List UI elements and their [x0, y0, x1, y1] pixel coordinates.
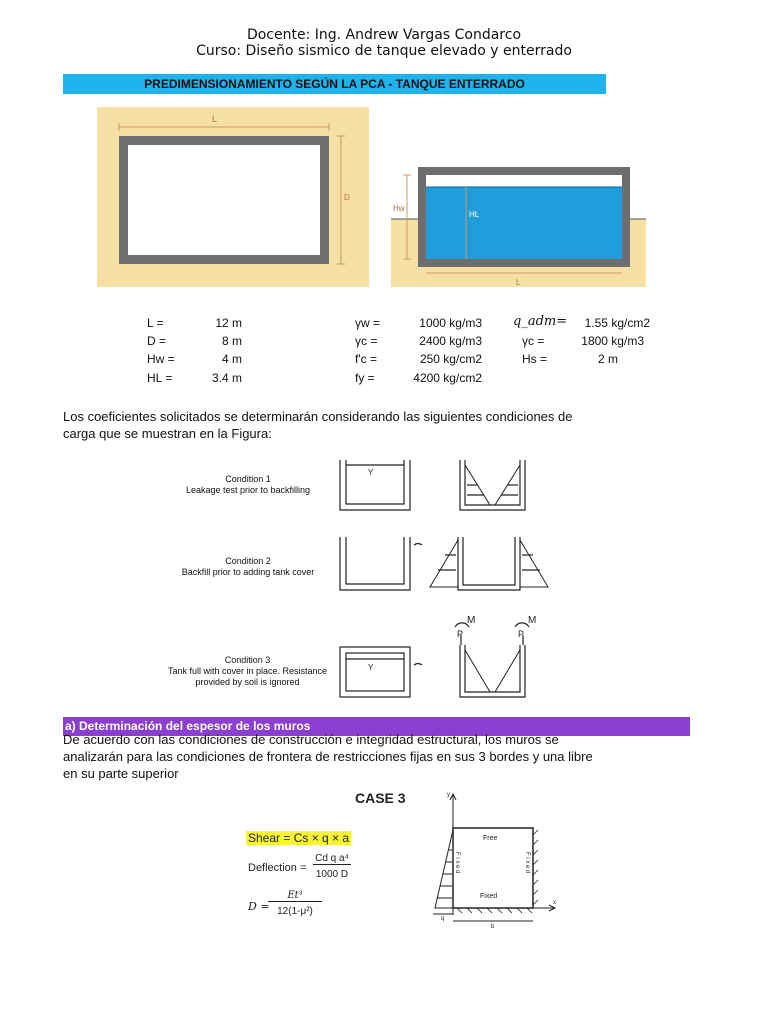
plan-label-d: D [344, 193, 350, 202]
cond3-gamma-label: Y [368, 663, 374, 672]
param-value: 4200 kg/cm2 [413, 371, 482, 385]
condition-3-caption [165, 655, 330, 688]
section-label-hw: Hw [393, 204, 405, 213]
y-axis-label: y [447, 792, 450, 798]
tank-interior [128, 145, 320, 255]
d-numerator: Et³ [268, 890, 322, 902]
tank-section-figure [391, 107, 646, 287]
param-label: L = [147, 316, 164, 330]
cond3-moment-label-right: M [528, 615, 537, 626]
free-edge-label: Free [483, 835, 498, 842]
param-label: γw = [355, 316, 381, 330]
param-value: 12 m [215, 316, 242, 330]
condition-desc: Backfill prior to adding tank cover [181, 567, 315, 577]
condition-title: Condition 2 [225, 556, 271, 566]
deflection-label: Deflection = [248, 862, 307, 874]
intro-paragraph: Los coeficientes solicitados se determinarán considerando las siguientes condiciones de carga que se muestran en la Figura: [63, 409, 573, 441]
param-label: fy = [355, 371, 375, 385]
cond1-tank-inner [346, 460, 404, 504]
cond1-tank-outer [340, 460, 410, 510]
param-value: 3.4 m [211, 371, 242, 385]
tank-cover [418, 167, 630, 175]
tank-plan-figure [97, 107, 369, 287]
param-value: 8 m [221, 334, 242, 348]
section-label-hl: HL [469, 210, 480, 219]
cond3-load-label-right: P [518, 629, 525, 639]
param-value: 2400 kg/m3 [419, 334, 482, 348]
param-value: 250 kg/cm2 [419, 352, 482, 366]
condition-1-caption [168, 474, 328, 496]
condition-title: Condition 3 [224, 655, 271, 665]
param-label-qadm: q_adm= [513, 314, 568, 329]
condition-desc: Tank full with cover in place. Resistance provided by soil is ignored [167, 666, 328, 687]
b-dimension-label: b [491, 924, 495, 930]
x-axis-label: x [553, 900, 556, 906]
param-label: γc = [355, 334, 378, 348]
plate-boundary-diagram [425, 790, 560, 930]
param-label: Hw = [147, 352, 175, 366]
param-label: γc = [522, 334, 545, 348]
d-denominator: 12(1-μ²) [277, 906, 313, 917]
param-value: 4 m [221, 352, 242, 366]
param-value: 1000 kg/m3 [419, 316, 482, 330]
document-header-teacher: Docente: Ing. Andrew Vargas Condarco [246, 27, 522, 43]
param-value: 1.55 kg/cm2 [584, 316, 650, 330]
section-a-paragraph: De acuerdo con las condiciones de construcción e integridad estructural, los muros se analizarán para las condiciones de frontera de restricciones fijas en sus 3 bordes y una libre en su parte superior [63, 732, 593, 781]
water-body [426, 187, 622, 259]
param-label: Hs = [522, 352, 548, 366]
cond3-load-label-left: P [457, 629, 464, 639]
d-label: D = [248, 900, 270, 913]
section-a-title: a) Determinación del espesor de los muros [63, 717, 690, 736]
q-dimension-label: q [441, 916, 445, 922]
cond3-moment-label-left: M [467, 615, 476, 626]
deflection-denominator: 1000 D [315, 869, 349, 880]
load-conditions-diagram [330, 455, 560, 705]
case-title: CASE 3 [355, 790, 406, 806]
param-label: HL = [147, 371, 173, 385]
fixed-side-right-label: F i x e d [524, 852, 530, 874]
document-header-course: Curso: Diseño sismico de tanque elevado y enterrado [196, 43, 572, 59]
shear-formula: Shear = Cs × q × a [248, 831, 350, 845]
pressure-triangle [435, 830, 453, 908]
param-value: 1800 kg/m3 [581, 334, 644, 348]
condition-title: Condition 1 [225, 474, 271, 484]
cond1-gamma-label: Y [368, 468, 374, 477]
fixed-side-left-label: F i x e d [454, 852, 460, 874]
param-label: f'c = [355, 352, 377, 366]
param-label: D = [147, 334, 167, 348]
plan-label-l: L [212, 114, 218, 124]
deflection-numerator: Cd q a⁴ [313, 853, 351, 865]
condition-desc: Leakage test prior to backfilling [185, 485, 311, 495]
fixed-edge-label: Fixed [480, 893, 498, 900]
section-label-l: L [516, 278, 521, 287]
condition-2-caption [168, 556, 328, 578]
section-title-band: PREDIMENSIONAMIENTO SEGÚN LA PCA - TANQUE ENTERRADO [63, 74, 606, 94]
param-value: 2 m [597, 352, 618, 366]
